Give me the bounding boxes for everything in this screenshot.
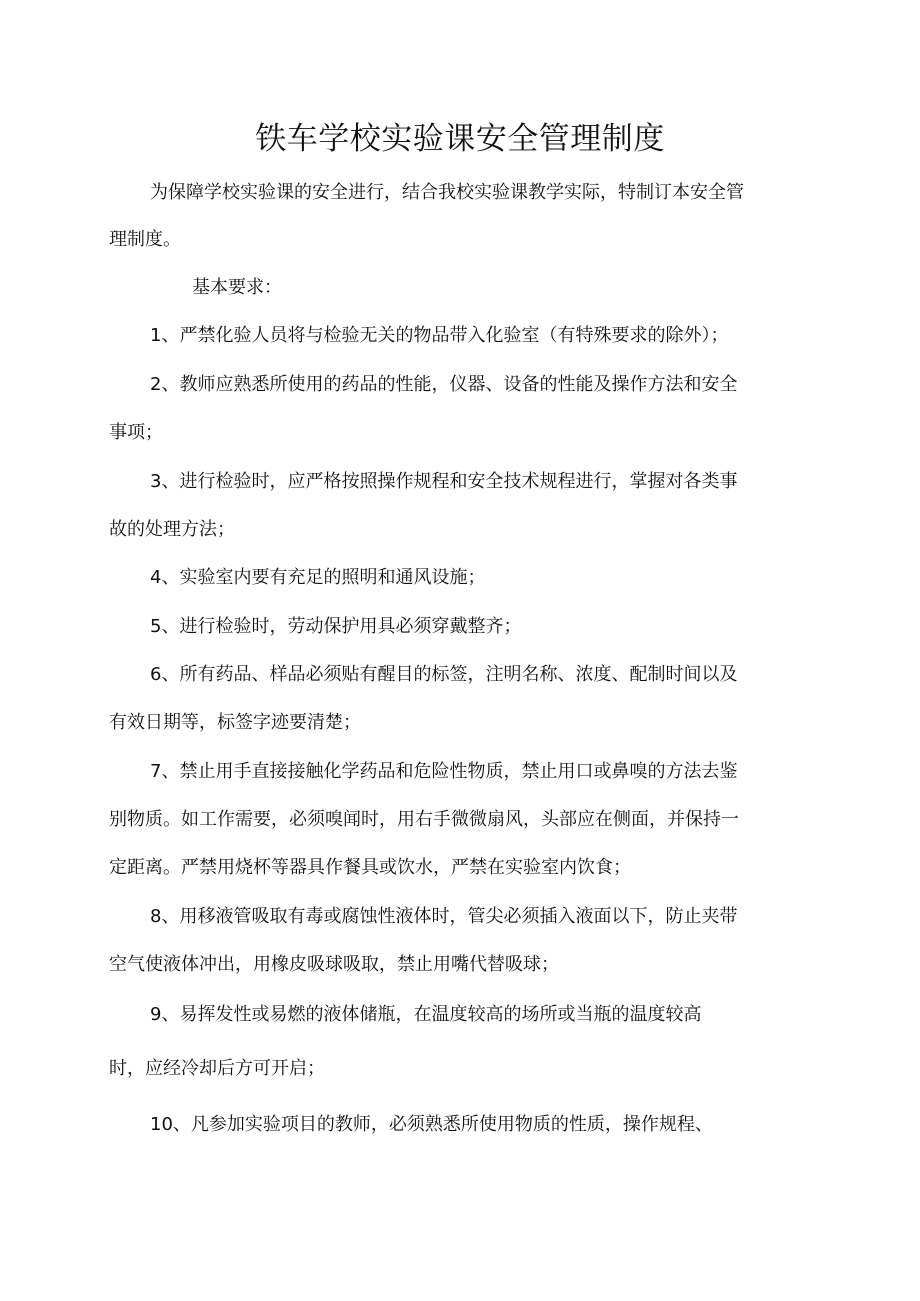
item-7-line-2: 别物质。如工作需要，必须嗅闻时，用右手微微扇风，头部应在侧面，并保持一 [109, 809, 739, 830]
item-2-line-2: 事项； [109, 422, 163, 443]
item-8-line-1: 8、用移液管吸取有毒或腐蚀性液体时，管尖必须插入液面以下，防止夹带 [150, 906, 738, 927]
item-3-line-2: 故的处理方法； [109, 519, 235, 540]
intro-line-2: 理制度。 [109, 229, 181, 250]
item-8-line-2: 空气使液体冲出，用橡皮吸球吸取，禁止用嘴代替吸球； [109, 954, 559, 975]
item-6-line-2: 有效日期等，标签字迹要清楚； [109, 712, 361, 733]
item-9-line-1: 9、易挥发性或易燃的液体储瓶，在温度较高的场所或当瓶的温度较高 [150, 1004, 702, 1025]
item-3-line-1: 3、进行检验时，应严格按照操作规程和安全技术规程进行，掌握对各类事 [150, 471, 738, 492]
item-7-line-3: 定距离。严禁用烧杯等器具作餐具或饮水，严禁在实验室内饮食； [109, 857, 631, 878]
item-9-line-2: 时，应经冷却后方可开启； [109, 1058, 325, 1079]
intro-line-1: 为保障学校实验课的安全进行，结合我校实验课教学实际，特制订本安全管 [150, 182, 744, 203]
item-5-line-1: 5、进行检验时，劳动保护用具必须穿戴整齐； [150, 616, 522, 637]
item-1-line-1: 1、严禁化验人员将与检验无关的物品带入化验室（有特殊要求的除外）； [150, 325, 729, 346]
item-10-line-1: 10、凡参加实验项目的教师，必须熟悉所使用物质的性质，操作规程、 [150, 1114, 713, 1135]
section-heading: 基本要求： [192, 277, 282, 298]
item-7-line-1: 7、禁止用手直接接触化学药品和危险性物质，禁止用口或鼻嗅的方法去鉴 [150, 761, 738, 782]
item-6-line-1: 6、所有药品、样品必须贴有醒目的标签，注明名称、浓度、配制时间以及 [150, 664, 738, 685]
item-4-line-1: 4、实验室内要有充足的照明和通风设施； [150, 567, 486, 588]
item-2-line-1: 2、教师应熟悉所使用的药品的性能，仪器、设备的性能及操作方法和安全 [150, 374, 738, 395]
document-title: 铁车学校实验课安全管理制度 [255, 121, 665, 157]
